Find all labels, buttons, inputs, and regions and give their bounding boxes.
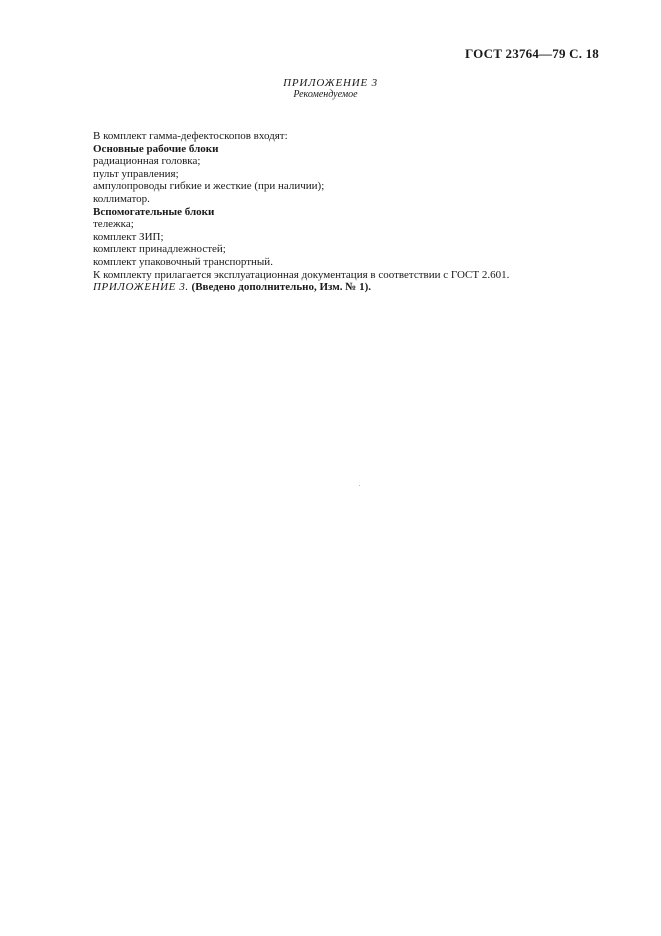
main-blocks-heading: Основные рабочие блоки: [93, 142, 219, 155]
aux-block-item: комплект ЗИП;: [93, 230, 164, 243]
document-body: [93, 130, 593, 294]
aux-block-item: комплект принадлежностей;: [93, 243, 226, 256]
aux-blocks-heading: Вспомогательные блоки: [93, 205, 215, 218]
amendment-prefix: ПРИЛОЖЕНИЕ 3.: [93, 281, 189, 294]
main-block-item: радиационная головка;: [93, 155, 201, 168]
aux-block-item: комплект упаковочный транспортный.: [93, 255, 273, 268]
document-header: ГОСТ 23764—79 С. 18: [465, 46, 599, 61]
intro-line: В комплект гамма-дефектоскопов входят:: [93, 130, 288, 142]
appendix-title: ПРИЛОЖЕНИЕ 3: [283, 77, 378, 89]
appendix-subtitle: Рекомендуемое: [293, 89, 358, 100]
amendment-note: [93, 281, 593, 294]
main-block-item: коллиматор.: [93, 192, 150, 205]
amendment-text: (Введено дополнительно, Изм. № 1).: [191, 281, 372, 294]
aux-block-item: тележка;: [93, 218, 134, 231]
documentation-note: К комплекту прилагается эксплуатационная документация в соответствии с ГОСТ 2.601.: [93, 268, 510, 281]
main-block-item: ампулопроводы гибкие и жесткие (при наличии);: [93, 180, 325, 193]
main-block-item: пульт управления;: [93, 167, 179, 180]
scan-speck: [359, 485, 360, 486]
